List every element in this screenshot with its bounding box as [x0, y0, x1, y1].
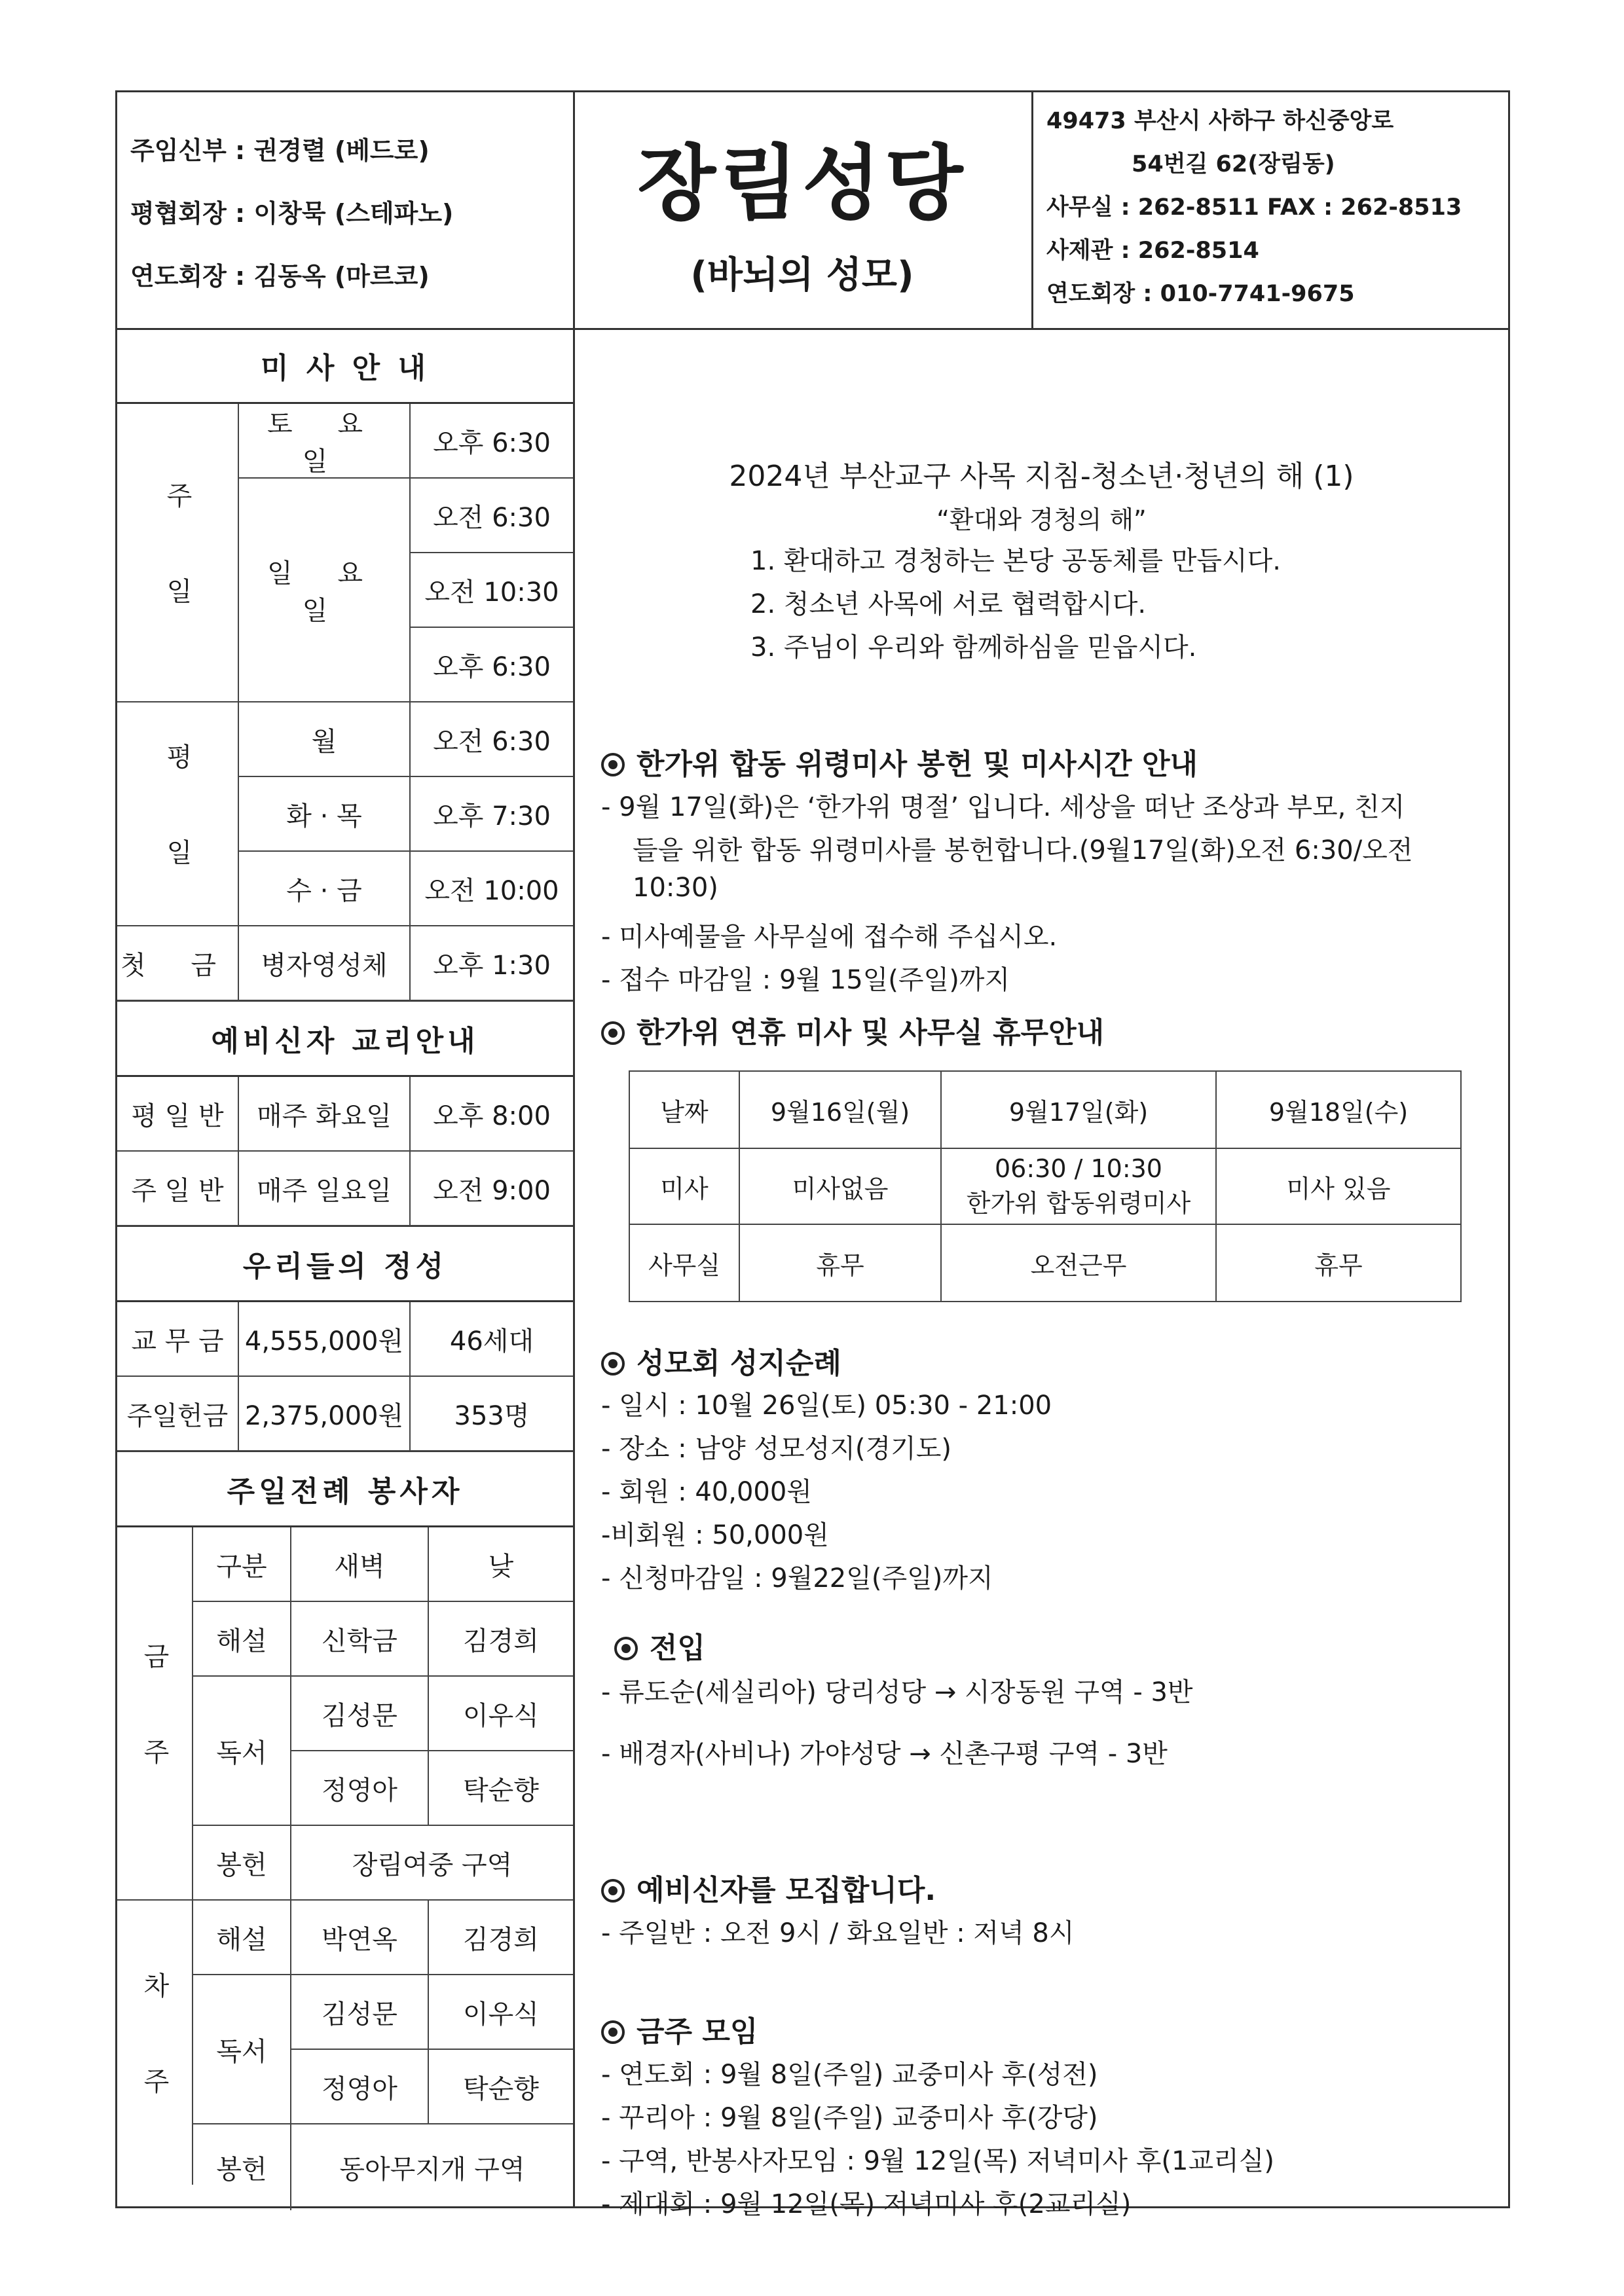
next-reading2-dawn: 정영아: [291, 2050, 429, 2124]
meetings-line-1: - 연도회 : 9월 8일(주일) 교중미사 후(성전): [601, 2060, 1098, 2090]
sunday-label: 주 일: [117, 404, 239, 702]
title-box: [573, 92, 1033, 328]
this-offertory-value: 장림여중 구역: [291, 1826, 573, 1901]
ministers-title: 주일전례 봉사자: [117, 1451, 573, 1527]
pilgrimage-line-2: - 장소 : 남양 성모성지(경기도): [601, 1434, 952, 1464]
sick-communion-label: 병자영성체: [239, 926, 411, 1001]
pilgrimage-line-3: - 회원 : 40,000원: [601, 1477, 812, 1507]
transfer-line-2: - 배경자(사비나) 가야성당 → 신촌구평 구역 - 3반: [601, 1739, 1168, 1769]
holiday-head-0918: 9월18일(수): [1216, 1071, 1461, 1148]
office-phone: 사무실 : 262-8511 FAX : 262-8513: [1046, 194, 1462, 221]
offering-title: 우리들의 정성: [117, 1226, 573, 1302]
next-offertory-label: 봉헌: [193, 2124, 291, 2210]
church-subtitle: (바뇌의 성모): [690, 254, 914, 297]
bullet-icon: [601, 1879, 625, 1903]
offering-label-1: 교 무 금: [117, 1302, 239, 1377]
this-commentary-label: 해설: [193, 1602, 291, 1677]
wed-fri-time: 오전 10:00: [411, 852, 573, 926]
saturday-time: 오후 6:30: [411, 404, 573, 479]
meetings-line-2: - 꾸리아 : 9월 8일(주일) 교중미사 후(강당): [601, 2103, 1098, 2133]
next-reading1-day: 이우식: [429, 1975, 573, 2050]
bulletin-header: [117, 92, 1508, 330]
sunday-class-time: 오전 9:00: [411, 1152, 573, 1226]
sunday-time-1: 오전 6:30: [411, 479, 573, 553]
weekday-class-label: 평 일 반: [117, 1077, 239, 1152]
holiday-office-label: 사무실: [629, 1224, 739, 1302]
address-line-2: 54번길 62(장림동): [1132, 151, 1335, 177]
holiday-mass-0918: 미사 있음: [1216, 1148, 1461, 1224]
chuseok-line-4: - 미사예물을 사무실에 접수해 주십시오.: [601, 922, 1058, 952]
this-commentary-day: 김경희: [429, 1602, 573, 1677]
this-offertory-label: 봉헌: [193, 1826, 291, 1901]
pastoral-item-1: 1. 환대하고 경청하는 본당 공동체를 만듭시다.: [750, 546, 1281, 576]
next-week-label: 차 주: [117, 1901, 193, 2185]
tue-thu-time: 오후 7:30: [411, 777, 573, 852]
holiday-head-date: 날짜: [629, 1071, 739, 1148]
pastoral-item-3: 3. 주님이 우리와 함께하심을 믿읍시다.: [750, 632, 1197, 663]
holiday-office-0916: 휴무: [739, 1224, 941, 1302]
first-friday-label: 첫 금: [117, 926, 239, 1001]
this-reading1-day: 이우식: [429, 1677, 573, 1751]
next-reading1-dawn: 김성문: [291, 1975, 429, 2050]
offering-count-1: 46세대: [411, 1302, 573, 1377]
sick-communion-time: 오후 1:30: [411, 926, 573, 1001]
bullet-icon: [601, 753, 625, 776]
sunday-class-day: 매주 일요일: [239, 1152, 411, 1226]
this-reading1-dawn: 김성문: [291, 1677, 429, 1751]
chuseok-line-2: 들을 위한 합동 위령미사를 봉헌합니다.(9월17일(화)오전 6:30/오전: [633, 835, 1413, 866]
chuseok-line-1: - 9월 17일(화)은 ‘한가위 명절’ 입니다. 세상을 떠난 조상과 부모, 친지: [601, 792, 1405, 822]
this-reading2-day: 탁순향: [429, 1751, 573, 1826]
next-commentary-day: 김경희: [429, 1901, 573, 1975]
monday-time: 오전 6:30: [411, 702, 573, 777]
transfer-line-1: - 류도순(세실리아) 당리성당 → 시장동원 구역 - 3반: [601, 1677, 1193, 1707]
monday-label: 월: [239, 702, 411, 777]
recruit-heading: 예비신자를 모집합니다.: [601, 1867, 936, 1908]
contact-box: [1033, 92, 1508, 328]
transfer-heading: 전입: [614, 1624, 705, 1666]
pastoral-item-2: 2. 청소년 사목에 서로 협력합시다.: [750, 589, 1147, 619]
next-offertory-value: 동아무지개 구역: [339, 2155, 525, 2185]
wed-fri-label: 수 · 금: [239, 852, 411, 926]
offering-amount-2: 2,375,000원: [239, 1377, 411, 1451]
weekday-class-day: 매주 화요일: [239, 1077, 411, 1152]
next-commentary-dawn: 박연옥: [291, 1901, 429, 1975]
staff-box: [117, 92, 575, 328]
holiday-head-0917: 9월17일(화): [941, 1071, 1216, 1148]
this-reading2-dawn: 정영아: [291, 1751, 429, 1826]
holiday-office-0917: 오전근무: [941, 1224, 1216, 1302]
pilgrimage-heading: 성모회 성지순례: [601, 1339, 841, 1381]
tue-thu-label: 화 · 목: [239, 777, 411, 852]
offering-label-2: 주일헌금: [117, 1377, 239, 1451]
pastor-line: 주임신부 : 권경렬 (베드로): [130, 136, 430, 165]
meetings-line-3: - 구역, 반봉사자모임 : 9월 12일(목) 저녁미사 후(1교리실): [601, 2146, 1275, 2176]
bullet-icon: [601, 1021, 625, 1045]
this-reading-label: 독서: [193, 1677, 291, 1826]
ministers-head-type: 구분: [193, 1527, 291, 1602]
weekday-class-time: 오후 8:00: [411, 1077, 573, 1152]
holiday-table: [629, 1070, 1462, 1302]
ministers-head-dawn: 새벽: [291, 1527, 429, 1602]
left-column: [117, 328, 575, 2206]
sunday-time-2: 오전 10:30: [411, 553, 573, 628]
saturday-label: 토 요 일: [239, 404, 411, 479]
pilgrimage-line-1: - 일시 : 10월 26일(토) 05:30 - 21:00: [601, 1391, 1052, 1421]
holiday-head-0916: 9월16일(월): [739, 1071, 941, 1148]
elders-phone: 연도회장 : 010-7741-9675: [1046, 281, 1355, 307]
rectory-phone: 사제관 : 262-8514: [1046, 238, 1259, 264]
weekday-label: 평 일: [117, 702, 239, 926]
pastoral-subtitle: “환대와 경청의 해”: [936, 505, 1147, 534]
pastoral-title: 2024년 부산교구 사목 지침-청소년·청년의 해 (1): [729, 460, 1354, 493]
meetings-line-4: - 제대회 : 9월 12일(목) 저녁미사 후(2교리실): [601, 2189, 1132, 2219]
chuseok-line-5: - 접수 마감일 : 9월 15일(주일)까지: [601, 965, 1010, 995]
recruit-line: - 주일반 : 오전 9시 / 화요일반 : 저녁 8시: [601, 1918, 1075, 1948]
next-reading-label: 독서: [193, 1975, 291, 2124]
mass-title: 미 사 안 내: [117, 328, 573, 404]
holiday-mass-0916: 미사없음: [739, 1148, 941, 1224]
offering-count-2: 353명: [411, 1377, 573, 1451]
pilgrimage-line-5: - 신청마감일 : 9월22일(주일)까지: [601, 1563, 993, 1594]
sunday-class-label: 주 일 반: [117, 1152, 239, 1226]
this-commentary-dawn: 신학금: [291, 1602, 429, 1677]
next-commentary-label: 해설: [193, 1901, 291, 1975]
chuseok-line-3: 10:30): [633, 873, 718, 903]
holiday-mass-0917: 06:30 / 10:30 한가위 합동위령미사: [941, 1148, 1216, 1224]
sunday-day-label: 일 요 일: [239, 479, 411, 702]
holiday-office-0918: 휴무: [1216, 1224, 1461, 1302]
bullet-icon: [601, 1352, 625, 1376]
offering-amount-1: 4,555,000원: [239, 1302, 411, 1377]
meetings-heading: 금주 모임: [601, 2008, 758, 2050]
elders-line: 연도회장 : 김동옥 (마르코): [130, 262, 430, 291]
chuseok-heading: 한가위 합동 위령미사 봉헌 및 미사시간 안내: [601, 740, 1198, 782]
church-name: 장림성당: [637, 137, 967, 231]
holiday-heading: 한가위 연휴 미사 및 사무실 휴무안내: [601, 1009, 1104, 1051]
this-week-label: 금 주: [117, 1527, 193, 1901]
bullet-icon: [614, 1637, 638, 1660]
bulletin-frame: [115, 90, 1510, 2219]
right-column: [575, 328, 1508, 2219]
sunday-time-3: 오후 6:30: [411, 628, 573, 702]
ministers-head-day: 낮: [429, 1527, 573, 1602]
next-reading2-day: 탁순향: [429, 2050, 573, 2124]
address-line-1: 49473 부산시 사하구 하신중앙로: [1046, 108, 1394, 134]
pilgrimage-line-4: -비회원 : 50,000원: [601, 1520, 829, 1550]
holiday-mass-label: 미사: [629, 1148, 739, 1224]
bullet-icon: [601, 2020, 625, 2044]
catechumen-title: 예비신자 교리안내: [117, 1001, 573, 1077]
council-line: 평협회장 : 이창묵 (스테파노): [130, 199, 454, 228]
